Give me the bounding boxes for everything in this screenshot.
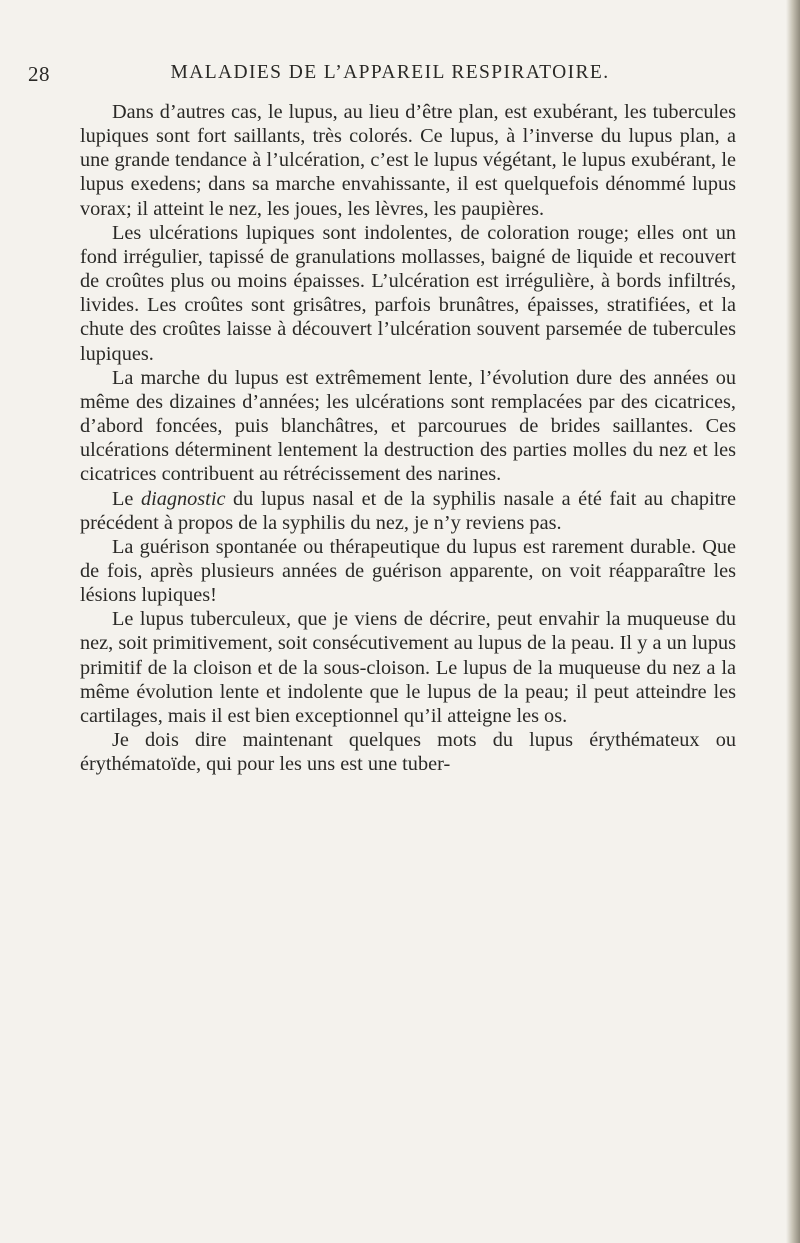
- paragraph-guerison: La guérison spontanée ou thérapeutique du lupus est rarement durable. Que de fois, après plusieurs années de guérison apparente, on voit réapparaître les lésions lupiques!: [80, 535, 736, 607]
- paragraph-lupus-tuberculeux: Le lupus tuberculeux, que je viens de décrire, peut envahir la muqueuse du nez, soit primitivement, soit consécutivement au lupus de la peau. Il y a un lupus primitif de la cloison et de la sous-cloison. Le lupus de la muqueuse du nez a la même évolution lente et indolente que le lupus de la peau; il peut atteindre les cartilages, mais il est bien exceptionnel qu’il atteigne les os.: [80, 608, 736, 727]
- paragraph-ulcerations: Les ulcérations lupiques sont indolentes, de coloration rouge; elles ont un fond irrégulier, tapissé de granulations mollasses, baigné de liquide et recouvert de croûtes plus ou moins épaisses. L’ulcération est irrégulière, à bords infiltrés, livides. Les croûtes sont grisâtres, parfois brunâtres, épaisses, stratifiées, et la chute des croûtes laisse à découvert l’ulcération souvent parsemée de tubercules lupiques.: [80, 221, 736, 365]
- diagnostic-after: du lupus nasal et de la syphilis nasale a été fait au chapitre précédent à propos de la syphilis du nez, je n’y reviens pas.: [80, 487, 736, 534]
- paragraph-lupus-erythemateux: Je dois dire maintenant quelques mots du lupus érythémateux ou érythématoïde, qui pour les uns est une tuber-: [80, 729, 736, 776]
- paragraph-lupus-exuberant: Dans d’autres cas, le lupus, au lieu d’être plan, est exubérant, les tubercules lupiques sont fort saillants, très colorés. Ce lupus, à l’inverse du lupus plan, a une grande tendance à l’ulcération, c’est le lupus végétant, le lupus exubérant, le lupus exedens; dans sa marche envahissante, il est quelquefois dénommé lupus vorax; il atteint le nez, les joues, les lèvres, les paupières.: [80, 101, 736, 220]
- page-header: [28, 62, 768, 102]
- diagnostic-term: diagnostic: [140, 487, 226, 510]
- page-number: 28: [28, 62, 50, 86]
- page-edge-shadow: [786, 0, 800, 1243]
- paragraph-marche: La marche du lupus est extrêmement lente, l’évolution dure des années ou même des dizaines d’années; les ulcérations sont remplacées par des cicatrices, d’abord foncées, puis blanchâtres, et parcourues de brides saillantes. Ces ulcérations déterminent lentement la destruction des parties molles du nez et les cicatrices contribuent au rétrécissement des narines.: [80, 366, 736, 486]
- body-text: [80, 100, 736, 776]
- running-title: MALADIES DE L’APPAREIL RESPIRATOIRE.: [170, 62, 610, 83]
- paragraph-diagnostic: [80, 487, 736, 535]
- diagnostic-before: Le: [112, 487, 141, 510]
